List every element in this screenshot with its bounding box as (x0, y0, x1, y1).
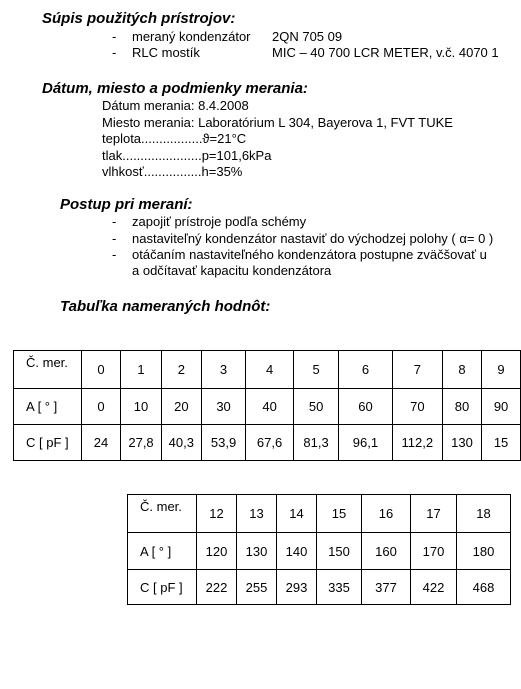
table-cell: 180 (457, 533, 511, 570)
table-cell: 468 (457, 570, 511, 605)
table-cell: 422 (411, 570, 457, 605)
table-cell: 120 (197, 533, 237, 570)
table-cell: 1 (121, 351, 161, 389)
table-row-capacitance (128, 570, 511, 605)
row-label: C [ pF ] (14, 425, 82, 461)
instrument-value: 2QN 705 09 (272, 29, 343, 44)
conditions-heading: Dátum, miesto a podmienky merania: (42, 80, 308, 97)
table-cell: 16 (362, 495, 411, 533)
table-cell: 6 (339, 351, 393, 389)
table-cell: 24 (81, 425, 121, 461)
table-cell: 2 (161, 351, 201, 389)
table-cell: 170 (411, 533, 457, 570)
table-cell: 50 (294, 389, 339, 425)
temperature-line: teplota.................ϑ=21°C (102, 131, 247, 146)
table-cell: 18 (457, 495, 511, 533)
table-cell: 15 (317, 495, 362, 533)
procedure-heading: Postup pri meraní: (60, 196, 193, 213)
instrument-value: MIC – 40 700 LCR METER, v.č. 4070 1 (272, 45, 499, 60)
procedure-step: zapojiť prístroje podľa schémy (132, 214, 307, 229)
procedure-step-continuation: a odčítavať kapacitu kondenzátora (132, 263, 332, 278)
table-cell: 5 (294, 351, 339, 389)
table-cell: 222 (197, 570, 237, 605)
table-row-number (128, 495, 511, 533)
table-cell: 140 (277, 533, 317, 570)
table-cell: 0 (81, 389, 121, 425)
row-label: Č. mer. (128, 495, 197, 533)
table-cell: 160 (362, 533, 411, 570)
list-bullet-dash: - (112, 29, 117, 44)
table-cell: 27,8 (121, 425, 161, 461)
table-cell: 4 (246, 351, 294, 389)
table-cell: 130 (237, 533, 277, 570)
table-cell: 13 (237, 495, 277, 533)
table-cell: 30 (201, 389, 245, 425)
table-cell: 377 (362, 570, 411, 605)
table-cell: 130 (442, 425, 481, 461)
row-label: A [ ° ] (128, 533, 197, 570)
pressure-line: tlak......................p=101,6kPa (102, 148, 272, 163)
table-cell: 150 (317, 533, 362, 570)
measurement-table-2 (127, 494, 511, 605)
table-cell: 20 (161, 389, 201, 425)
table-cell: 40,3 (161, 425, 201, 461)
table-cell: 70 (392, 389, 442, 425)
list-bullet-dash: - (112, 247, 117, 262)
table-cell: 7 (392, 351, 442, 389)
table-cell: 14 (277, 495, 317, 533)
table-cell: 3 (201, 351, 245, 389)
table-cell: 90 (482, 389, 521, 425)
table-cell: 40 (246, 389, 294, 425)
procedure-step: otáčaním nastaviteľného kondenzátora postupne zväčšovať u (132, 247, 487, 262)
table-row-capacitance (14, 425, 521, 461)
list-bullet-dash: - (112, 45, 117, 60)
table-cell: 9 (482, 351, 521, 389)
instruments-heading: Súpis použitých prístrojov: (42, 10, 236, 27)
instrument-name: meraný kondenzátor (132, 29, 251, 44)
table-cell: 53,9 (201, 425, 245, 461)
table-cell: 12 (197, 495, 237, 533)
list-bullet-dash: - (112, 231, 117, 246)
table-cell: 335 (317, 570, 362, 605)
table-cell: 15 (482, 425, 521, 461)
measurement-table-1 (13, 350, 521, 461)
table-cell: 60 (339, 389, 393, 425)
table-cell: 112,2 (392, 425, 442, 461)
list-bullet-dash: - (112, 214, 117, 229)
table-cell: 96,1 (339, 425, 393, 461)
table-heading: Tabuľka nameraných hodnôt: (60, 298, 271, 315)
humidity-line: vlhkosť................h=35% (102, 164, 243, 179)
measurement-date: Dátum merania: 8.4.2008 (102, 98, 249, 113)
table-cell: 67,6 (246, 425, 294, 461)
table-cell: 10 (121, 389, 161, 425)
table-row-number (14, 351, 521, 389)
table-cell: 80 (442, 389, 481, 425)
procedure-step: nastaviteľný kondenzátor nastaviť do východzej polohy ( α= 0 ) (132, 231, 494, 246)
table-cell: 81,3 (294, 425, 339, 461)
table-cell: 17 (411, 495, 457, 533)
table-cell: 0 (81, 351, 121, 389)
row-label: A [ ° ] (14, 389, 82, 425)
measurement-place: Miesto merania: Laboratórium L 304, Bayerova 1, FVT TUKE (102, 115, 453, 130)
row-label: Č. mer. (14, 351, 82, 389)
table-cell: 255 (237, 570, 277, 605)
table-cell: 8 (442, 351, 481, 389)
table-cell: 293 (277, 570, 317, 605)
table-row-angle (14, 389, 521, 425)
row-label: C [ pF ] (128, 570, 197, 605)
instrument-name: RLC mostík (132, 45, 200, 60)
table-row-angle (128, 533, 511, 570)
